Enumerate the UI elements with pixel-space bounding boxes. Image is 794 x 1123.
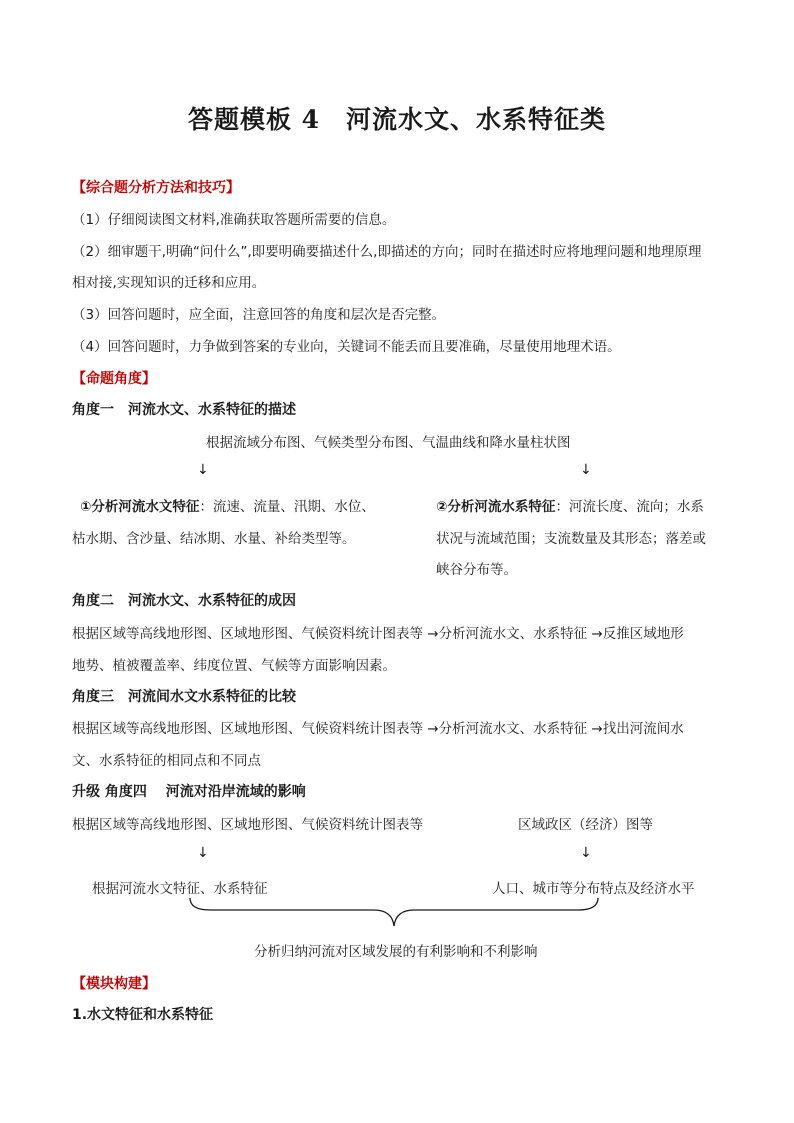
angle-1-left-line-2: 枯水期、含沙量、结冰期、水量、补给类型等。 (72, 531, 356, 547)
angle-1-arrow-left: ↓ (197, 462, 209, 478)
hydrology-items: ：流速、流量、汛期、水位、 (199, 499, 375, 515)
curly-brace-connector (188, 896, 600, 930)
section-heading-methods: 【综合题分析方法和技巧】 (72, 180, 240, 196)
angle-1-right-line-3: 峡谷分布等。 (436, 562, 517, 578)
angle-2-line-1: 根据区域等高线地形图、区域地形图、气候资料统计图表等 →分析河流水文、水系特征 →反推区域地形 (72, 626, 684, 642)
angle-4-right-source: 区域政区（经济）图等 (518, 817, 653, 833)
method-4: （4）回答问题时，力争做到答案的专业向，关键词不能丢而且要准确，尽量使用地理术语。 (72, 339, 621, 355)
angle-4-heading: 升级 角度四 河流对沿岸流域的影响 (72, 784, 306, 800)
angle-3-line-1: 根据区域等高线地形图、区域地形图、气候资料统计图表等 →分析河流水文、水系特征 →找出河流间水 (72, 721, 684, 737)
angle-1-left-line-1 (80, 495, 375, 515)
method-2-line-1: （2）细审题干,明确“问什么”,即要明确要描述什么,即描述的方向；同时在描述时应将地理问题和地理原理 (72, 244, 702, 260)
section-heading-angles: 【命题角度】 (72, 371, 156, 387)
angle-1-arrow-right: ↓ (580, 462, 592, 478)
angle-2-line-2: 地势、植被覆盖率、纬度位置、气候等方面影响因素。 (72, 658, 396, 674)
angle-3-heading: 角度三 河流间水文水系特征的比较 (72, 689, 296, 705)
angle-1-right-line-2: 状况与流域范围；支流数量及其形态；落差或 (436, 531, 706, 547)
method-2-line-2: 相对接,实现知识的迁移和应用。 (72, 275, 266, 291)
method-3: （3）回答问题时，应全面，注意回答的角度和层次是否完整。 (72, 307, 446, 323)
section-heading-modules: 【模块构建】 (72, 976, 156, 992)
river-system-items: ：河流长度、流向；水系 (555, 499, 704, 515)
angle-4-right-result: 人口、城市等分布特点及经济水平 (492, 881, 695, 897)
angle-4-left-result: 根据河流水文特征、水系特征 (92, 881, 268, 897)
angle-4-left-source: 根据区域等高线地形图、区域地形图、气候资料统计图表等 (72, 817, 423, 833)
page-title: 答题模板 4 河流水文、水系特征类 (187, 105, 607, 134)
river-system-label: ②分析河流水系特征 (436, 499, 556, 515)
angle-4-arrow-right: ↓ (580, 845, 592, 861)
hydrology-label: ①分析河流水文特征 (80, 499, 200, 515)
method-1: （1）仔细阅读图文材料,准确获取答题所需要的信息。 (72, 212, 396, 228)
angle-2-heading: 角度二 河流水文、水系特征的成因 (72, 593, 296, 609)
angle-3-line-2: 文、水系特征的相同点和不同点 (72, 753, 261, 769)
angle-1-right-line-1 (436, 495, 704, 515)
angle-1-heading: 角度一 河流水文、水系特征的描述 (72, 402, 296, 418)
angle-4-arrow-left: ↓ (197, 845, 209, 861)
angle-1-source: 根据流域分布图、气候类型分布图、气温曲线和降水量柱状图 (206, 435, 571, 451)
angle-4-conclusion: 分析归纳河流对区域发展的有利影响和不利影响 (254, 944, 538, 960)
module-1-heading: 1.水文特征和水系特征 (72, 1007, 214, 1023)
